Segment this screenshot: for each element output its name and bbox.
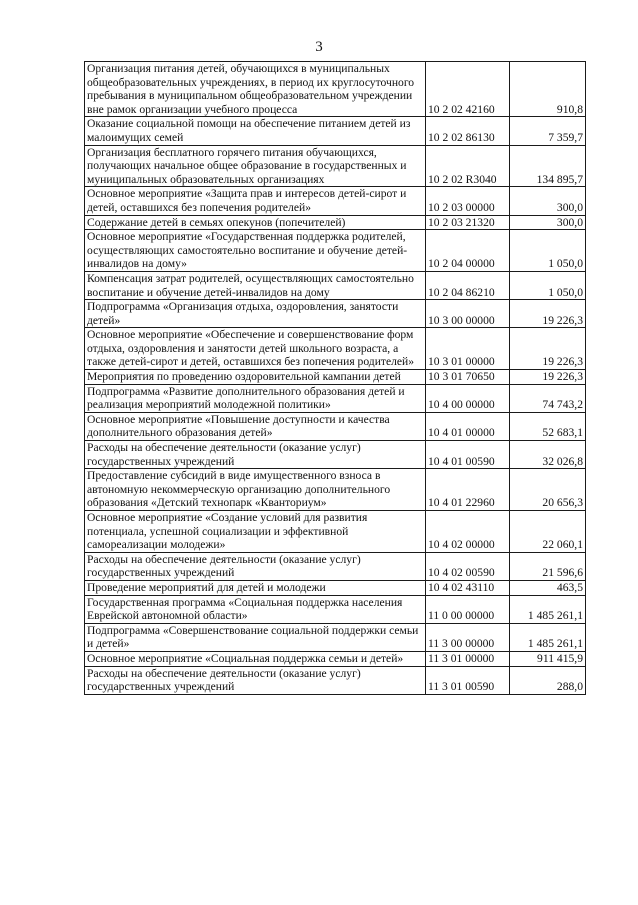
row-code-cell: 10 2 04 86210 (426, 271, 510, 299)
row-name-cell: Мероприятия по проведению оздоровительной кампании детей (85, 370, 426, 385)
table-row (85, 511, 586, 553)
row-sum-cell: 21 596,6 (510, 552, 586, 580)
row-code-cell: 10 4 01 00000 (426, 412, 510, 440)
row-sum-cell: 911 415,9 (510, 651, 586, 666)
row-name-cell: Организация бесплатного горячего питания обучающихся, получающих начальное общее образование в государственных и муниципальных образовательных организациях (85, 145, 426, 187)
row-code-cell: 10 2 04 00000 (426, 230, 510, 272)
row-code-cell: 10 4 01 00590 (426, 441, 510, 469)
table-row (85, 145, 586, 187)
row-name-cell: Содержание детей в семьях опекунов (попечителей) (85, 215, 426, 230)
table-row (85, 651, 586, 666)
row-sum-cell: 463,5 (510, 580, 586, 595)
row-code-cell: 11 3 01 00590 (426, 666, 510, 694)
row-name-cell: Проведение мероприятий для детей и молодежи (85, 580, 426, 595)
row-code-cell: 11 3 00 00000 (426, 623, 510, 651)
table-row (85, 62, 586, 117)
table-row (85, 623, 586, 651)
row-code-cell: 10 3 01 70650 (426, 370, 510, 385)
row-sum-cell: 300,0 (510, 215, 586, 230)
row-name-cell: Подпрограмма «Развитие дополнительного образования детей и реализация мероприятий молодежной политики» (85, 384, 426, 412)
row-name-cell: Основное мероприятие «Социальная поддержка семьи и детей» (85, 651, 426, 666)
row-sum-cell: 910,8 (510, 62, 586, 117)
table-row (85, 469, 586, 511)
row-sum-cell: 20 656,3 (510, 469, 586, 511)
row-sum-cell: 19 226,3 (510, 370, 586, 385)
row-code-cell: 11 0 00 00000 (426, 595, 510, 623)
row-sum-cell: 134 895,7 (510, 145, 586, 187)
budget-table (84, 61, 586, 695)
table-row (85, 595, 586, 623)
row-sum-cell: 1 050,0 (510, 230, 586, 272)
row-sum-cell: 52 683,1 (510, 412, 586, 440)
table-row (85, 230, 586, 272)
row-name-cell: Основное мероприятие «Создание условий для развития потенциала, успешной социализации и эффективной самореализации молодежи» (85, 511, 426, 553)
row-code-cell: 10 3 01 00000 (426, 328, 510, 370)
row-sum-cell: 74 743,2 (510, 384, 586, 412)
row-name-cell: Организация питания детей, обучающихся в муниципальных общеобразовательных учреждениях, в период их круглосуточного пребывания в муниципальном общеобразовательном учреждении вне рамок организации учебного процесса (85, 62, 426, 117)
table-row (85, 412, 586, 440)
row-code-cell: 10 2 02 86130 (426, 117, 510, 145)
row-name-cell: Расходы на обеспечение деятельности (оказание услуг) государственных учреждений (85, 666, 426, 694)
row-name-cell: Расходы на обеспечение деятельности (оказание услуг) государственных учреждений (85, 552, 426, 580)
table-row (85, 271, 586, 299)
table-row (85, 370, 586, 385)
row-code-cell: 10 4 02 00590 (426, 552, 510, 580)
table-row (85, 328, 586, 370)
row-code-cell: 10 3 00 00000 (426, 300, 510, 328)
row-code-cell: 11 3 01 00000 (426, 651, 510, 666)
table-row (85, 187, 586, 215)
table-row (85, 384, 586, 412)
row-code-cell: 10 2 03 21320 (426, 215, 510, 230)
table-row (85, 580, 586, 595)
row-sum-cell: 300,0 (510, 187, 586, 215)
table-row (85, 215, 586, 230)
row-name-cell: Основное мероприятие «Государственная поддержка родителей, осуществляющих самостоятельно воспитание и обучение детей-инвалидов на дому» (85, 230, 426, 272)
page-number: 3 (315, 39, 323, 55)
row-name-cell: Подпрограмма «Совершенствование социальной поддержки семьи и детей» (85, 623, 426, 651)
row-name-cell: Основное мероприятие «Защита прав и интересов детей-сирот и детей, оставшихся без попечения родителей» (85, 187, 426, 215)
row-sum-cell: 19 226,3 (510, 328, 586, 370)
row-name-cell: Государственная программа «Социальная поддержка населения Еврейской автономной области» (85, 595, 426, 623)
row-code-cell: 10 4 01 22960 (426, 469, 510, 511)
row-name-cell: Оказание социальной помощи на обеспечение питанием детей из малоимущих семей (85, 117, 426, 145)
table-row (85, 666, 586, 694)
row-name-cell: Предоставление субсидий в виде имущественного взноса в автономную некоммерческую организацию дополнительного образования «Детский технопарк «Кванториум» (85, 469, 426, 511)
table-row (85, 552, 586, 580)
row-sum-cell: 1 485 261,1 (510, 595, 586, 623)
row-code-cell: 10 2 02 R3040 (426, 145, 510, 187)
row-name-cell: Расходы на обеспечение деятельности (оказание услуг) государственных учреждений (85, 441, 426, 469)
row-sum-cell: 22 060,1 (510, 511, 586, 553)
table-row (85, 300, 586, 328)
table-row (85, 441, 586, 469)
row-sum-cell: 32 026,8 (510, 441, 586, 469)
row-name-cell: Основное мероприятие «Повышение доступности и качества дополнительного образования детей» (85, 412, 426, 440)
row-sum-cell: 1 050,0 (510, 271, 586, 299)
table-body (85, 62, 586, 695)
row-code-cell: 10 4 02 43110 (426, 580, 510, 595)
row-sum-cell: 1 485 261,1 (510, 623, 586, 651)
row-sum-cell: 19 226,3 (510, 300, 586, 328)
row-sum-cell: 7 359,7 (510, 117, 586, 145)
table-row (85, 117, 586, 145)
row-name-cell: Подпрограмма «Организация отдыха, оздоровления, занятости детей» (85, 300, 426, 328)
row-name-cell: Основное мероприятие «Обеспечение и совершенствование форм отдыха, оздоровления и занятости детей школьного возраста, а также детей-сирот и детей, оставшихся без попечения родителей» (85, 328, 426, 370)
row-name-cell: Компенсация затрат родителей, осуществляющих самостоятельно воспитание и обучение детей-инвалидов на дому (85, 271, 426, 299)
row-code-cell: 10 2 02 42160 (426, 62, 510, 117)
row-code-cell: 10 4 02 00000 (426, 511, 510, 553)
row-sum-cell: 288,0 (510, 666, 586, 694)
row-code-cell: 10 4 00 00000 (426, 384, 510, 412)
row-code-cell: 10 2 03 00000 (426, 187, 510, 215)
